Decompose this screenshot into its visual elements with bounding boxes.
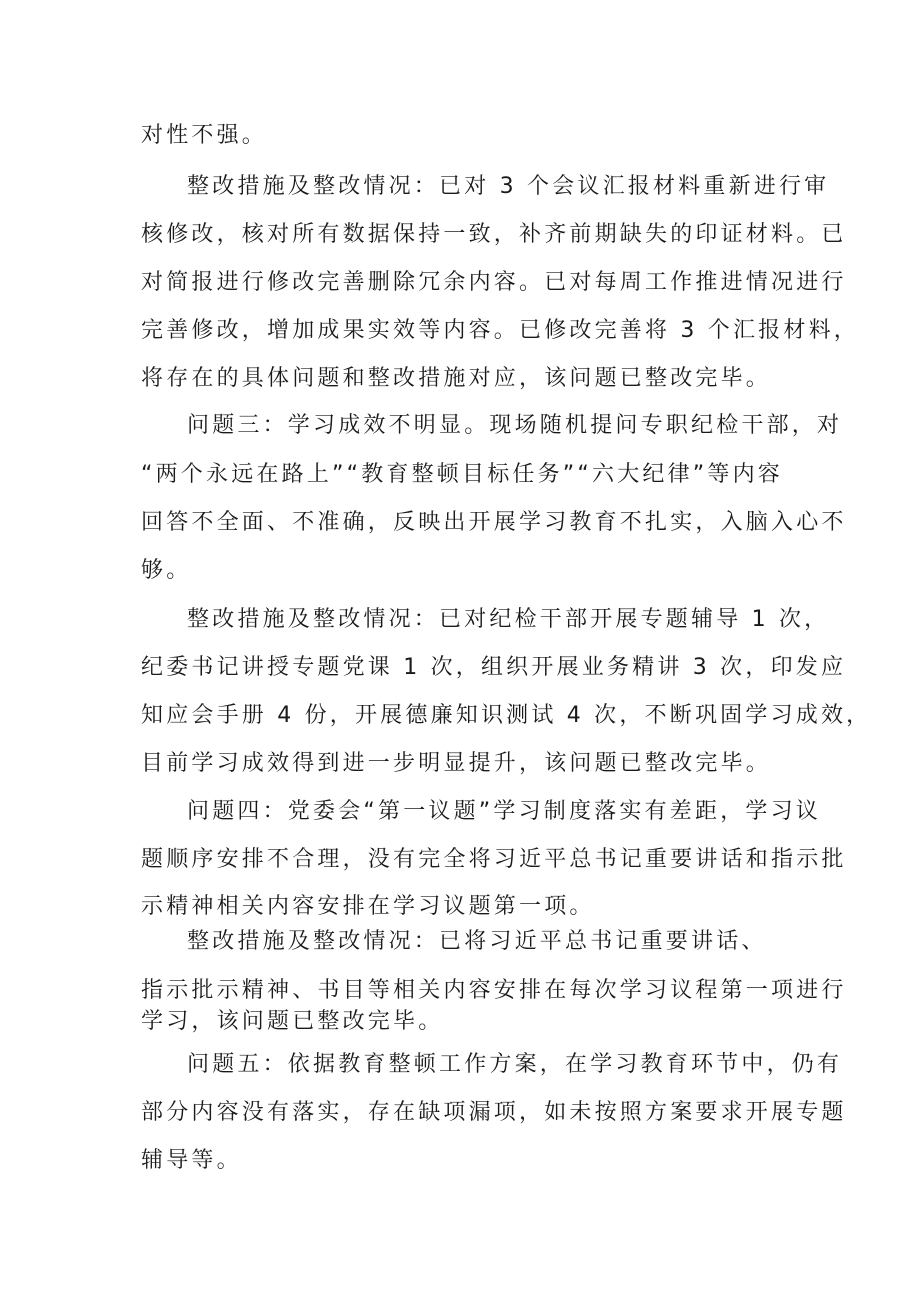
paragraph-rectification-4-line-1: 整改措施及整改情况：已将习近平总书记重要讲话、 (187, 929, 767, 954)
text-line: 将存在的具体问题和整改措施对应，该问题已整改完毕。 (141, 366, 772, 391)
text-line: 完善修改，增加成果实效等内容。已修改完善将 3 个汇报材料， (141, 318, 859, 343)
text-line: 指示批示精神、书目等相关内容安排在每次学习议程第一项进行 (141, 978, 847, 1003)
paragraph-issue-5-line-1: 问题五：依据教育整顿工作方案，在学习教育环节中，仍有 (187, 1052, 843, 1077)
text-line: 学习，该问题已整改完毕。 (141, 1009, 444, 1034)
text-line: 纪委书记讲授专题党课 1 次，组织开展业务精讲 3 次，印发应 (141, 655, 847, 680)
text-line: 核修改，核对所有数据保持一致，补齐前期缺失的印证材料。已 (141, 222, 847, 247)
text-line: 知应会手册 4 份，开展德廉知识测试 4 次，不断巩固学习成效， (141, 703, 872, 728)
text-line: 题顺序安排不合理，没有完全将习近平总书记重要讲话和指示批 (141, 847, 847, 872)
text-line: 够。 (141, 558, 192, 583)
text-line: 对性不强。 (141, 123, 268, 148)
text-line: 辅导等。 (141, 1148, 242, 1173)
paragraph-issue-3-line-1: 问题三：学习成效不明显。现场随机提问专职纪检干部，对 (187, 413, 843, 438)
text-line: 回答不全面、不准确，反映出开展学习教育不扎实，入脑入心不 (141, 510, 847, 535)
paragraph-rectification-1-line-1: 整改措施及整改情况：已对 3 个会议汇报材料重新进行审 (187, 174, 830, 199)
text-line: “两个永远在路上”“教育整顿目标任务”“六大纪律”等内容 (141, 462, 783, 487)
text-line: 示精神相关内容安排在学习议题第一项。 (141, 894, 595, 919)
paragraph-rectification-3-line-1: 整改措施及整改情况：已对纪检干部开展专题辅导 1 次， (187, 607, 830, 632)
text-line: 部分内容没有落实，存在缺项漏项，如未按照方案要求开展专题 (141, 1100, 847, 1125)
paragraph-issue-4-line-1: 问题四：党委会“第一议题”学习制度落实有差距，学习议 (187, 799, 821, 824)
text-line: 对简报进行修改完善删除冗余内容。已对每周工作推进情况进行 (141, 270, 847, 295)
text-line: 目前学习成效得到进一步明显提升，该问题已整改完毕。 (141, 751, 772, 776)
